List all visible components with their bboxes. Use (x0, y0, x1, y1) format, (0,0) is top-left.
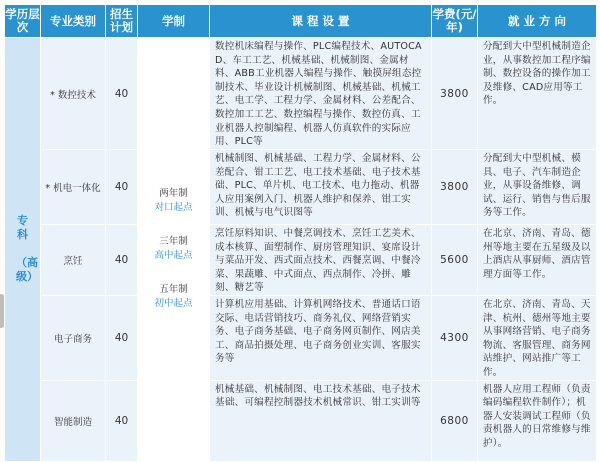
system-cell (138, 38, 210, 462)
fee-cell: 3800 (432, 38, 478, 150)
system-five-year-start: 初中起点 (154, 298, 193, 310)
career-cell: 在北京、济南、青岛、天津、杭州、德州等地主要从事网络营销、电子商务物流、客服管理、商务网站维护、网站推广等工作。 (478, 296, 597, 381)
table-row (5, 38, 597, 150)
courses-cell: 机械基础、机械制图、电工技术基础、电子技术基础、可编程控制器技术机械常识、钳工实训等 (210, 380, 432, 461)
header-courses: 课 程 设 置 (210, 5, 432, 38)
header-plan: 招生计划 (106, 5, 138, 38)
fee-cell: 3800 (432, 150, 478, 225)
fee-cell: 6800 (432, 380, 478, 461)
major-cell: 电子商务 (41, 296, 106, 381)
career-cell: 分配到大中型机械制造企业，从事数控加工程序编制、数控设备的操作加工及维修、CAD应用等工作。 (478, 38, 597, 150)
major-cell: * 机电一体化 (41, 150, 106, 225)
header-career: 就 业 方 向 (478, 5, 597, 38)
fee-cell: 5600 (432, 225, 478, 296)
table-row (5, 380, 597, 461)
fee-cell: 4300 (432, 296, 478, 381)
major-cell: 烹饪 (41, 225, 106, 296)
system-two-year: 两年制 (159, 188, 188, 200)
career-cell: 在北京、济南、青岛、德州等地主要在五星级及以上酒店从事厨师、酒店管理方面等工作。 (478, 225, 597, 296)
courses-cell: 计算机应用基础、计算机网络技术、普通话口语交际、电话营销技巧、商务礼仪、网络营销实务、电子商务基础、电子商务网页制作、网店美工、商品拍摄处理、电子商务创业实训、客服实务等 (210, 296, 432, 381)
level-cell (5, 38, 41, 462)
career-cell: 分配到大中型机械、模具、电子、汽车制造企业，从事设备维修、调试、运行、销售与售后服务等工作。 (478, 150, 597, 225)
enrollment-table (4, 4, 597, 462)
major-cell: * 数控技术 (41, 38, 106, 150)
level-name: 专科 (17, 214, 28, 242)
table-row (5, 150, 597, 225)
major-cell: 智能制造 (41, 380, 106, 461)
table-header-row (5, 5, 597, 38)
plan-cell: 40 (106, 380, 138, 461)
courses-cell: 机械制图、机械基础、工程力学、金属材料、公差配合、钳工工艺、电工技术基础、电子技术基础、PLC、单片机、电工技术、电力拖动、机器人应用案例入门、机器人维护和保养、钳工实训、机械与电气识图等 (210, 150, 432, 225)
header-level: 学历层次 (5, 5, 41, 38)
courses-cell: 烹饪原料知识、中餐烹调技术、烹饪工艺美术、成本核算、面塑制作、厨房管理知识、宴席设计与菜品开发、西式面点技术、西餐烹调、中餐冷菜、果蔬雕、中式面点、西点制作、冷拼、雕刻、糖艺等 (210, 225, 432, 296)
table-row (5, 225, 597, 296)
level-sub: （高级） (16, 256, 38, 284)
plan-cell: 40 (106, 296, 138, 381)
plan-cell: 40 (106, 150, 138, 225)
career-cell: 机器人应用工程师（负责编码编程软件制作）；机器人安装调试工程师（负责机器人的日常维修与维护）。 (478, 380, 597, 461)
plan-cell: 40 (106, 225, 138, 296)
system-two-year-start: 对口起点 (154, 202, 193, 214)
system-three-year-start: 高中起点 (154, 250, 193, 262)
header-system: 学制 (138, 5, 210, 38)
table-row (5, 296, 597, 381)
system-three-year: 三年制 (159, 236, 188, 248)
header-major: 专业类别 (41, 5, 106, 38)
plan-cell: 40 (106, 38, 138, 150)
courses-cell: 数控机床编程与操作、PLC编程技术、AUTOCAD、车工工艺、机械基础、机械制图、金属材料、ABB工业机器人编程与操作、触摸屏组态控制技术、毕业设计机械制图、机械基础、机械工艺、电工学、工程力学、金属材料、公差配合、数控加工工艺、数控编程与操作、数控仿真、工业机器人控制编程、机器人仿真软件的实际应用、PLC等 (210, 38, 432, 150)
header-fee: 学费(元/年) (432, 5, 478, 38)
system-five-year: 五年制 (159, 284, 188, 296)
